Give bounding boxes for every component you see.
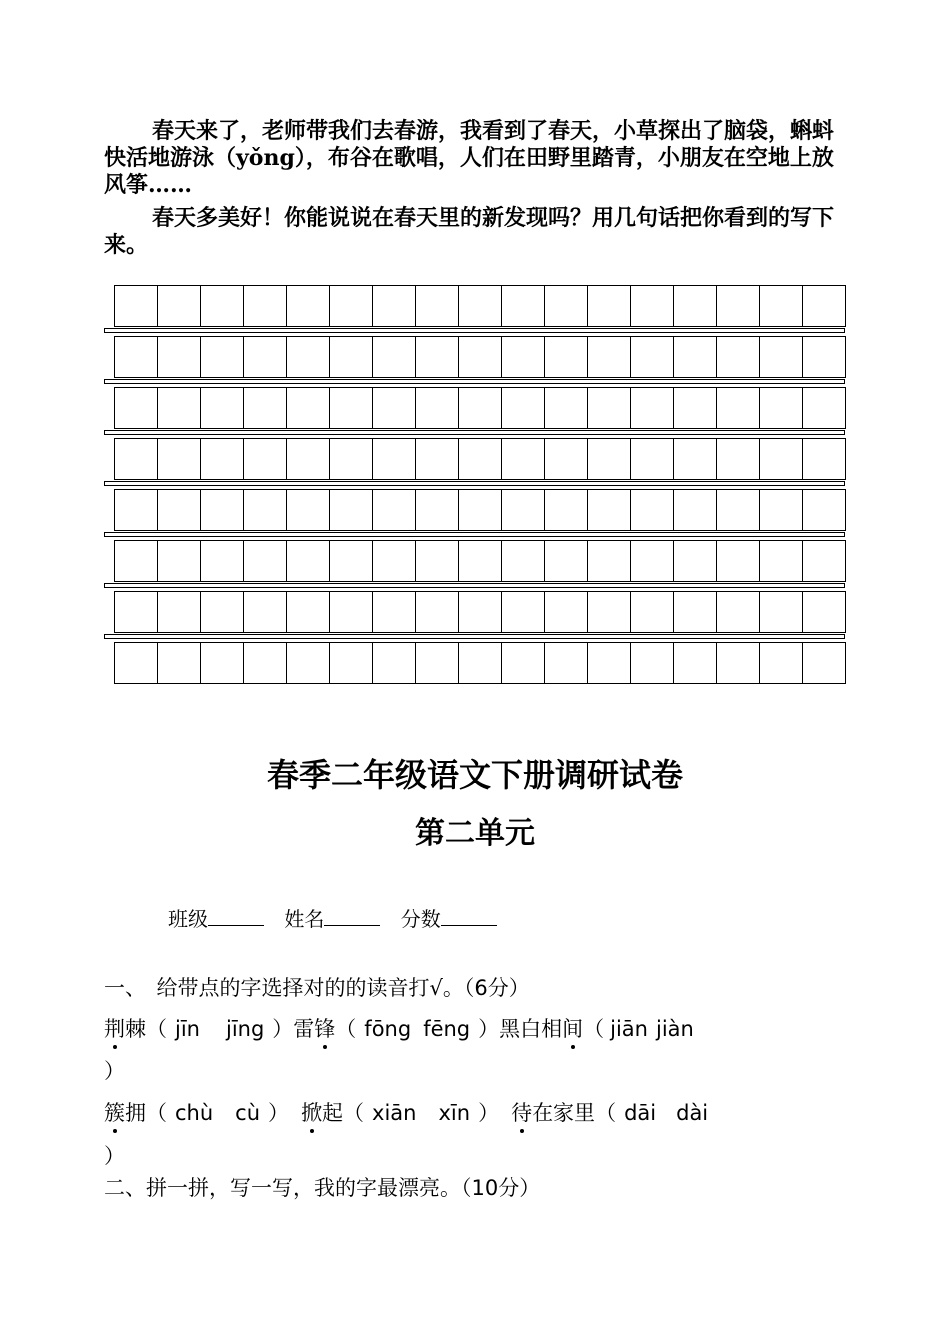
grid-cell[interactable] <box>373 489 416 531</box>
grid-cell[interactable] <box>803 438 846 480</box>
grid-cell[interactable] <box>373 285 416 327</box>
grid-cell[interactable] <box>803 591 846 633</box>
grid-cell[interactable] <box>244 591 287 633</box>
class-label: 班级 <box>168 907 208 931</box>
grid-cell[interactable] <box>502 438 545 480</box>
grid-cell[interactable] <box>717 336 760 378</box>
dotted-char: 荆 <box>104 1017 125 1041</box>
grid-cell[interactable] <box>717 642 760 684</box>
pinyin-option[interactable]: jīng <box>225 1017 265 1041</box>
pinyin-option[interactable]: chù <box>175 1101 214 1125</box>
grid-row <box>114 591 845 633</box>
grid-row-separator <box>104 634 845 639</box>
q1-line-2-close: ） <box>104 1144 125 1168</box>
grid-cell[interactable] <box>459 387 502 429</box>
grid-cell[interactable] <box>201 489 244 531</box>
q1-line-1-close: ） <box>104 1059 125 1083</box>
grid-cell[interactable] <box>158 438 201 480</box>
grid-cell[interactable] <box>201 591 244 633</box>
grid-cell[interactable] <box>158 642 201 684</box>
grid-cell[interactable] <box>717 540 760 582</box>
grid-cell[interactable] <box>459 540 502 582</box>
grid-cell[interactable] <box>588 336 631 378</box>
grid-cell[interactable] <box>158 285 201 327</box>
grid-row-separator <box>104 583 845 588</box>
grid-cell[interactable] <box>373 387 416 429</box>
q1-heading: 一、 给带点的字选择对的的读音打√。（6分） <box>104 976 530 1000</box>
grid-cell[interactable] <box>330 489 373 531</box>
q1-item-3: 黑白相间（ jiān jiàn <box>499 1017 694 1041</box>
grid-cell[interactable] <box>631 591 674 633</box>
grid-cell[interactable] <box>502 591 545 633</box>
grid-cell[interactable] <box>760 489 803 531</box>
q1-item-4: 簇拥（ chù cù ） <box>104 1101 290 1125</box>
grid-cell[interactable] <box>545 540 588 582</box>
grid-cell[interactable] <box>760 336 803 378</box>
grid-cell[interactable] <box>287 285 330 327</box>
grid-cell[interactable] <box>115 387 158 429</box>
grid-cell[interactable] <box>803 336 846 378</box>
grid-row-separator <box>104 481 845 486</box>
grid-cell[interactable] <box>717 591 760 633</box>
grid-cell[interactable] <box>674 285 717 327</box>
pinyin-option[interactable]: xiān <box>372 1101 417 1125</box>
grid-cell[interactable] <box>244 489 287 531</box>
pinyin-option[interactable]: xīn <box>438 1101 471 1125</box>
grid-cell[interactable] <box>287 336 330 378</box>
grid-cell[interactable] <box>373 438 416 480</box>
grid-cell[interactable] <box>588 642 631 684</box>
grid-cell[interactable] <box>545 336 588 378</box>
grid-cell[interactable] <box>674 540 717 582</box>
name-blank[interactable] <box>324 907 380 926</box>
grid-cell[interactable] <box>244 540 287 582</box>
grid-cell[interactable] <box>631 438 674 480</box>
grid-cell[interactable] <box>201 387 244 429</box>
grid-cell[interactable] <box>502 387 545 429</box>
dotted-char: 掀 <box>301 1101 323 1125</box>
grid-cell[interactable] <box>158 540 201 582</box>
grid-cell[interactable] <box>416 489 459 531</box>
grid-cell[interactable] <box>115 489 158 531</box>
pinyin-option[interactable]: jīn <box>175 1017 200 1041</box>
grid-cell[interactable] <box>631 489 674 531</box>
grid-cell[interactable] <box>158 336 201 378</box>
grid-cell[interactable] <box>717 438 760 480</box>
grid-row <box>114 540 845 582</box>
grid-cell[interactable] <box>674 336 717 378</box>
grid-cell[interactable] <box>244 336 287 378</box>
unit-title: 第二单元 <box>415 816 535 851</box>
grid-cell[interactable] <box>330 642 373 684</box>
grid-cell[interactable] <box>760 642 803 684</box>
q1-item-5: 掀起（ xiān xīn ） <box>301 1101 500 1125</box>
grid-cell[interactable] <box>803 540 846 582</box>
pinyin-option[interactable]: dài <box>676 1101 709 1125</box>
grid-cell[interactable] <box>416 387 459 429</box>
grid-cell[interactable] <box>287 387 330 429</box>
grid-cell[interactable] <box>631 540 674 582</box>
pinyin-option[interactable]: cù <box>235 1101 261 1125</box>
pinyin-option[interactable]: jiàn <box>656 1017 694 1041</box>
passage-text-1: 春天来了，老师带我们去春游，我看到了春天，小草探出了脑袋，蝌蚪快活地游泳（yǒng），布谷在歌唱，人们在田野里踏青，小朋友在空地上放风筝…… <box>104 118 835 198</box>
grid-cell[interactable] <box>158 387 201 429</box>
score-blank[interactable] <box>441 907 497 926</box>
grid-cell[interactable] <box>803 285 846 327</box>
grid-cell[interactable] <box>201 336 244 378</box>
grid-cell[interactable] <box>330 438 373 480</box>
grid-cell[interactable] <box>459 336 502 378</box>
grid-row-separator <box>104 328 845 333</box>
grid-cell[interactable] <box>115 336 158 378</box>
grid-cell[interactable] <box>416 438 459 480</box>
grid-cell[interactable] <box>760 591 803 633</box>
grid-cell[interactable] <box>459 438 502 480</box>
grid-cell[interactable] <box>158 489 201 531</box>
grid-cell[interactable] <box>201 642 244 684</box>
passage-paragraph-2 <box>104 205 849 259</box>
grid-row <box>114 336 845 378</box>
grid-cell[interactable] <box>545 285 588 327</box>
grid-cell[interactable] <box>674 642 717 684</box>
grid-cell[interactable] <box>115 540 158 582</box>
grid-cell[interactable] <box>760 438 803 480</box>
grid-cell[interactable] <box>201 285 244 327</box>
grid-cell[interactable] <box>244 285 287 327</box>
grid-cell[interactable] <box>416 642 459 684</box>
grid-cell[interactable] <box>459 489 502 531</box>
grid-row <box>114 489 845 531</box>
grid-cell[interactable] <box>803 489 846 531</box>
grid-row <box>114 438 845 480</box>
grid-cell[interactable] <box>115 438 158 480</box>
grid-cell[interactable] <box>416 285 459 327</box>
grid-cell[interactable] <box>330 387 373 429</box>
grid-cell[interactable] <box>760 285 803 327</box>
grid-cell[interactable] <box>244 387 287 429</box>
grid-cell[interactable] <box>545 438 588 480</box>
grid-row-separator <box>104 379 845 384</box>
grid-cell[interactable] <box>631 336 674 378</box>
grid-cell[interactable] <box>803 387 846 429</box>
grid-cell[interactable] <box>502 489 545 531</box>
q1-item-1: 荆棘（ jīn jīng ） <box>104 1017 294 1041</box>
grid-cell[interactable] <box>588 540 631 582</box>
grid-cell[interactable] <box>674 591 717 633</box>
q1-line-2 <box>104 1097 708 1127</box>
passage-paragraph-1 <box>104 118 849 199</box>
grid-cell[interactable] <box>115 642 158 684</box>
grid-cell[interactable] <box>115 591 158 633</box>
q1-item-6: 待在家里（ dāi dài <box>511 1101 709 1125</box>
grid-cell[interactable] <box>545 591 588 633</box>
grid-cell[interactable] <box>674 438 717 480</box>
grid-cell[interactable] <box>674 489 717 531</box>
grid-cell[interactable] <box>502 642 545 684</box>
grid-cell[interactable] <box>717 489 760 531</box>
grid-cell[interactable] <box>416 591 459 633</box>
dotted-char: 间 <box>562 1017 584 1041</box>
grid-cell[interactable] <box>287 642 330 684</box>
grid-cell[interactable] <box>373 591 416 633</box>
grid-cell[interactable] <box>287 540 330 582</box>
grid-cell[interactable] <box>330 591 373 633</box>
grid-row-separator <box>104 532 845 537</box>
grid-cell[interactable] <box>760 387 803 429</box>
exam-title: 春季二年级语文下册调研试卷 <box>266 756 683 794</box>
dotted-char: 待 <box>511 1101 533 1125</box>
grid-cell[interactable] <box>201 438 244 480</box>
grid-cell[interactable] <box>717 285 760 327</box>
grid-cell[interactable] <box>373 540 416 582</box>
grid-cell[interactable] <box>416 336 459 378</box>
grid-cell[interactable] <box>545 387 588 429</box>
grid-cell[interactable] <box>330 540 373 582</box>
grid-cell[interactable] <box>631 285 674 327</box>
grid-cell[interactable] <box>502 336 545 378</box>
grid-row-separator <box>104 430 845 435</box>
grid-cell[interactable] <box>244 438 287 480</box>
grid-row <box>114 642 845 684</box>
pinyin-option[interactable]: fēng <box>423 1017 471 1041</box>
grid-row <box>114 387 845 429</box>
grid-cell[interactable] <box>674 387 717 429</box>
pinyin-option[interactable]: jiān <box>610 1017 648 1041</box>
grid-cell[interactable] <box>287 591 330 633</box>
grid-cell[interactable] <box>201 540 244 582</box>
grid-cell[interactable] <box>459 285 502 327</box>
grid-cell[interactable] <box>158 591 201 633</box>
grid-cell[interactable] <box>502 540 545 582</box>
grid-cell[interactable] <box>287 489 330 531</box>
grid-cell[interactable] <box>588 387 631 429</box>
grid-cell[interactable] <box>330 336 373 378</box>
grid-cell[interactable] <box>588 438 631 480</box>
dotted-char: 锋 <box>314 1017 336 1041</box>
class-blank[interactable] <box>208 907 264 926</box>
grid-cell[interactable] <box>115 285 158 327</box>
grid-cell[interactable] <box>803 642 846 684</box>
grid-cell[interactable] <box>631 642 674 684</box>
name-label: 姓名 <box>284 907 325 931</box>
grid-cell[interactable] <box>760 540 803 582</box>
grid-cell[interactable] <box>459 591 502 633</box>
q2-heading: 二、拼一拼，写一写，我的字最漂亮。（10分） <box>104 1176 541 1200</box>
grid-cell[interactable] <box>330 285 373 327</box>
grid-cell[interactable] <box>373 336 416 378</box>
grid-cell[interactable] <box>459 642 502 684</box>
grid-cell[interactable] <box>545 489 588 531</box>
grid-cell[interactable] <box>502 285 545 327</box>
grid-row <box>114 285 845 327</box>
grid-cell[interactable] <box>588 489 631 531</box>
passage-text-2: 春天多美好！你能说说在春天里的新发现吗？用几句话把你看到的写下来。 <box>104 205 835 258</box>
grid-cell[interactable] <box>373 642 416 684</box>
grid-cell[interactable] <box>631 387 674 429</box>
score-label: 分数 <box>400 907 441 931</box>
grid-cell[interactable] <box>588 591 631 633</box>
q1-line-1 <box>104 1013 694 1043</box>
grid-cell[interactable] <box>545 642 588 684</box>
grid-cell[interactable] <box>588 285 631 327</box>
grid-cell[interactable] <box>287 438 330 480</box>
grid-cell[interactable] <box>717 387 760 429</box>
student-info <box>168 903 511 932</box>
pinyin-option[interactable]: dāi <box>624 1101 657 1125</box>
q1-item-2: 雷锋（ fōng fēng ） <box>293 1017 500 1041</box>
grid-cell[interactable] <box>416 540 459 582</box>
pinyin-option[interactable]: fōng <box>364 1017 412 1041</box>
dotted-char: 簇 <box>104 1101 125 1125</box>
grid-cell[interactable] <box>244 642 287 684</box>
